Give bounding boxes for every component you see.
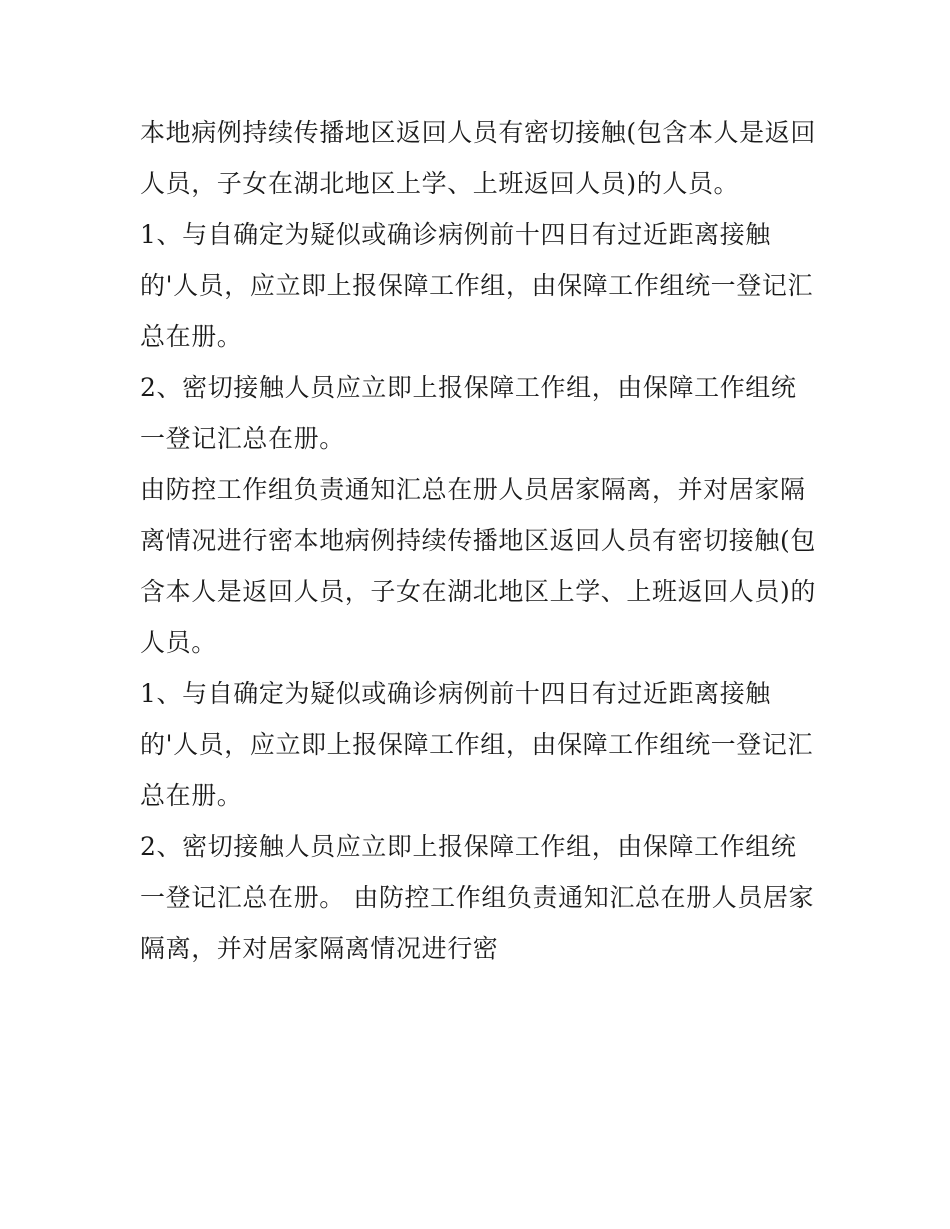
paragraph-item-1: 1、与自确定为疑似或确诊病例前十四日有过近距离接触的'人员，应立即上报保障工作组，由保障工作组统一登记汇总在册。 — [140, 220, 814, 351]
paragraph-item-2-repeat: 2、密切接触人员应立即上报保障工作组，由保障工作组统一登记汇总在册。 由防控工作组负责通知汇总在册人员居家隔离，并对居家隔离情况进行密 — [140, 832, 815, 963]
document-body — [140, 107, 820, 974]
paragraph-intro: 本地病例持续传播地区返回人员有密切接触(包含本人是返回人员，子女在湖北地区上学、上班返回人员)的人员。 — [140, 118, 816, 198]
paragraph-isolation: 由防控工作组负责通知汇总在册人员居家隔离，并对居家隔离情况进行密本地病例持续传播地区返回人员有密切接触(包含本人是返回人员，子女在湖北地区上学、上班返回人员)的人员。 — [140, 475, 816, 657]
paragraph-item-1-repeat: 1、与自确定为疑似或确诊病例前十四日有过近距离接触的'人员，应立即上报保障工作组，由保障工作组统一登记汇总在册。 — [140, 679, 814, 810]
paragraph-item-2: 2、密切接触人员应立即上报保障工作组，由保障工作组统一登记汇总在册。 — [140, 373, 797, 453]
